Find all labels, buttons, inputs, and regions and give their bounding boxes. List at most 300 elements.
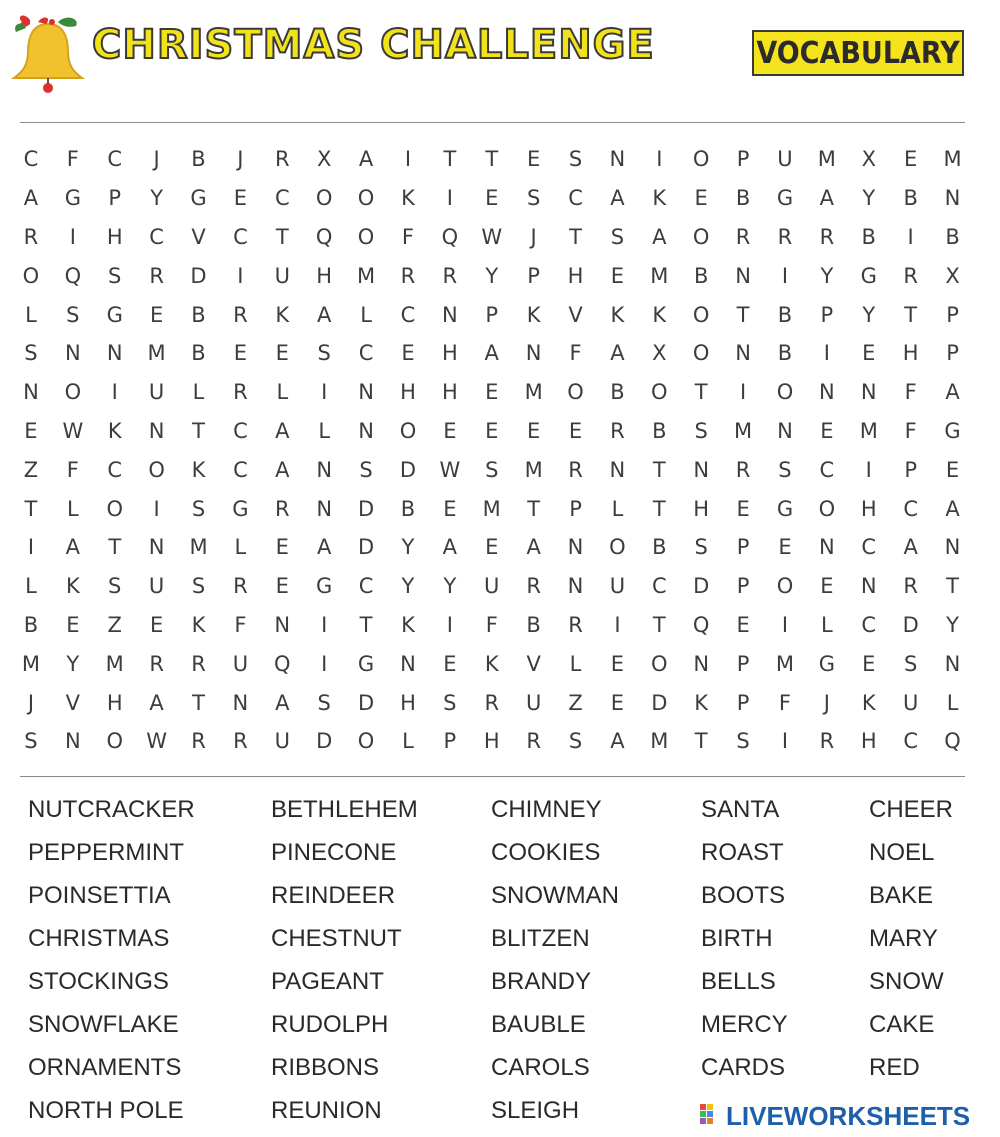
grid-cell[interactable]: K xyxy=(275,302,290,327)
grid-cell[interactable]: R xyxy=(274,147,290,172)
grid-cell[interactable]: M xyxy=(482,496,501,521)
grid-cell[interactable]: E xyxy=(526,147,541,172)
grid-cell[interactable]: V xyxy=(191,224,206,249)
grid-cell[interactable]: R xyxy=(735,457,751,482)
grid-cell[interactable]: A xyxy=(610,341,625,366)
grid-cell[interactable]: Q xyxy=(315,224,333,249)
grid-cell[interactable]: J xyxy=(530,224,537,249)
grid-cell[interactable]: A xyxy=(65,535,81,560)
grid-cell[interactable]: E xyxy=(485,186,499,211)
grid-cell[interactable]: N xyxy=(609,147,626,172)
grid-cell[interactable]: F xyxy=(66,457,79,482)
grid-cell[interactable]: R xyxy=(526,574,541,599)
grid-cell[interactable]: T xyxy=(359,612,373,637)
grid-cell[interactable]: L xyxy=(192,380,205,405)
grid-cell[interactable]: U xyxy=(484,574,500,599)
grid-cell[interactable]: G xyxy=(776,496,794,521)
grid-cell[interactable]: U xyxy=(609,574,626,599)
grid-cell[interactable]: N xyxy=(106,341,123,366)
grid-cell[interactable]: L xyxy=(234,535,247,560)
grid-cell[interactable]: C xyxy=(107,147,123,172)
grid-cell[interactable]: C xyxy=(233,418,248,443)
grid-cell[interactable]: E xyxy=(149,612,164,637)
grid-cell[interactable]: O xyxy=(22,263,40,288)
grid-cell[interactable]: N xyxy=(944,186,961,211)
grid-cell[interactable]: N xyxy=(64,341,81,366)
grid-cell[interactable]: S xyxy=(736,729,750,754)
grid-cell[interactable]: E xyxy=(149,302,164,327)
grid-cell[interactable]: N xyxy=(944,651,961,676)
grid-cell[interactable]: U xyxy=(777,147,793,172)
grid-cell[interactable]: P xyxy=(527,263,540,288)
grid-cell[interactable]: B xyxy=(526,612,541,637)
grid-cell[interactable]: E xyxy=(694,186,708,211)
grid-cell[interactable]: E xyxy=(568,418,583,443)
grid-cell[interactable]: Y xyxy=(401,535,415,560)
grid-cell[interactable]: D xyxy=(316,729,333,754)
grid-cell[interactable]: F xyxy=(485,612,498,637)
grid-cell[interactable]: A xyxy=(652,224,667,249)
grid-cell[interactable]: N xyxy=(23,380,39,405)
grid-cell[interactable]: S xyxy=(526,186,541,211)
grid-cell[interactable]: O xyxy=(315,186,333,211)
grid-cell[interactable]: A xyxy=(945,380,960,405)
grid-cell[interactable]: A xyxy=(610,729,625,754)
grid-cell[interactable]: S xyxy=(903,651,918,676)
grid-cell[interactable]: A xyxy=(149,690,164,715)
grid-cell[interactable]: E xyxy=(862,341,876,366)
grid-cell[interactable]: O xyxy=(106,496,123,521)
grid-cell[interactable]: O xyxy=(357,729,375,754)
grid-cell[interactable]: E xyxy=(233,186,248,211)
grid-cell[interactable]: I xyxy=(27,535,35,560)
grid-cell[interactable]: Y xyxy=(66,651,80,676)
grid-cell[interactable]: W xyxy=(481,224,503,249)
grid-cell[interactable]: Y xyxy=(862,302,876,327)
grid-cell[interactable]: E xyxy=(820,574,834,599)
grid-cell[interactable]: L xyxy=(276,380,289,405)
grid-cell[interactable]: I xyxy=(321,380,328,405)
grid-cell[interactable]: R xyxy=(903,263,918,288)
grid-cell[interactable]: A xyxy=(358,147,374,172)
grid-cell[interactable]: R xyxy=(191,651,206,676)
grid-cell[interactable]: N xyxy=(735,341,751,366)
grid-cell[interactable]: U xyxy=(148,380,165,405)
grid-cell[interactable]: D xyxy=(357,496,375,521)
grid-cell[interactable]: A xyxy=(484,341,499,366)
grid-cell[interactable]: P xyxy=(736,535,750,560)
grid-cell[interactable]: Z xyxy=(23,457,39,482)
grid-cell[interactable]: X xyxy=(861,147,876,172)
grid-cell[interactable]: E xyxy=(526,418,541,443)
grid-cell[interactable]: V xyxy=(568,302,583,327)
grid-cell[interactable]: A xyxy=(275,418,290,443)
grid-cell[interactable]: M xyxy=(147,341,166,366)
grid-cell[interactable]: G xyxy=(357,651,375,676)
grid-cell[interactable]: L xyxy=(402,729,414,754)
grid-cell[interactable]: G xyxy=(106,302,123,327)
grid-cell[interactable]: E xyxy=(904,147,918,172)
grid-cell[interactable]: R xyxy=(610,418,625,443)
grid-cell[interactable]: E xyxy=(610,690,625,715)
grid-cell[interactable]: C xyxy=(400,302,416,327)
grid-cell[interactable]: S xyxy=(191,496,206,521)
grid-cell[interactable]: O xyxy=(64,380,82,405)
grid-cell[interactable]: E xyxy=(401,341,415,366)
grid-cell[interactable]: G xyxy=(190,186,207,211)
grid-cell[interactable]: P xyxy=(736,574,750,599)
grid-cell[interactable]: Q xyxy=(692,612,710,637)
grid-cell[interactable]: G xyxy=(944,418,961,443)
grid-cell[interactable]: T xyxy=(694,729,708,754)
grid-cell[interactable]: B xyxy=(777,302,793,327)
grid-cell[interactable]: C xyxy=(861,535,877,560)
grid-cell[interactable]: O xyxy=(776,574,794,599)
grid-cell[interactable]: Y xyxy=(401,574,415,599)
grid-cell[interactable]: R xyxy=(233,302,248,327)
grid-cell[interactable]: I xyxy=(69,224,76,249)
grid-cell[interactable]: M xyxy=(524,380,543,405)
grid-cell[interactable]: L xyxy=(821,612,833,637)
grid-cell[interactable]: C xyxy=(903,729,918,754)
grid-cell[interactable]: N xyxy=(64,729,81,754)
grid-cell[interactable]: L xyxy=(66,496,79,521)
grid-cell[interactable]: T xyxy=(192,690,205,715)
grid-cell[interactable]: N xyxy=(693,457,710,482)
grid-cell[interactable]: H xyxy=(567,263,584,288)
grid-cell[interactable]: X xyxy=(652,341,667,366)
grid-cell[interactable]: O xyxy=(692,302,710,327)
grid-cell[interactable]: V xyxy=(526,651,541,676)
grid-cell[interactable]: T xyxy=(24,496,38,521)
grid-cell[interactable]: B xyxy=(945,224,960,249)
grid-cell[interactable]: C xyxy=(358,574,374,599)
grid-cell[interactable]: F xyxy=(778,690,792,715)
grid-cell[interactable]: P xyxy=(485,302,499,327)
grid-cell[interactable]: Y xyxy=(820,263,834,288)
grid-cell[interactable]: E xyxy=(485,380,499,405)
grid-cell[interactable]: I xyxy=(404,147,412,172)
grid-cell[interactable]: R xyxy=(777,224,793,249)
grid-cell[interactable]: I xyxy=(153,496,160,521)
grid-cell[interactable]: K xyxy=(107,418,122,443)
grid-cell[interactable]: K xyxy=(65,574,80,599)
grid-cell[interactable]: N xyxy=(148,418,165,443)
grid-cell[interactable]: D xyxy=(399,457,417,482)
grid-cell[interactable]: G xyxy=(818,651,835,676)
grid-cell[interactable]: Y xyxy=(862,186,876,211)
grid-cell[interactable]: H xyxy=(400,380,416,405)
grid-cell[interactable]: R xyxy=(526,729,541,754)
grid-cell[interactable]: P xyxy=(108,186,122,211)
grid-cell[interactable]: N xyxy=(316,457,333,482)
grid-cell[interactable]: R xyxy=(819,224,835,249)
grid-cell[interactable]: U xyxy=(232,651,249,676)
grid-cell[interactable]: A xyxy=(610,186,625,211)
grid-cell[interactable]: R xyxy=(568,457,583,482)
grid-cell[interactable]: O xyxy=(609,535,626,560)
grid-cell[interactable]: V xyxy=(65,690,81,715)
grid-cell[interactable]: S xyxy=(443,690,457,715)
grid-cell[interactable]: D xyxy=(693,574,710,599)
grid-cell[interactable]: R xyxy=(903,574,918,599)
grid-cell[interactable]: R xyxy=(568,612,583,637)
grid-cell[interactable]: A xyxy=(945,496,960,521)
grid-cell[interactable]: E xyxy=(945,457,960,482)
grid-cell[interactable]: Y xyxy=(946,612,959,637)
grid-cell[interactable]: P xyxy=(820,302,834,327)
grid-cell[interactable]: E xyxy=(66,612,80,637)
grid-cell[interactable]: F xyxy=(904,380,917,405)
grid-cell[interactable]: N xyxy=(944,535,961,560)
grid-cell[interactable]: F xyxy=(234,612,247,637)
grid-cell[interactable]: C xyxy=(107,457,123,482)
grid-cell[interactable]: I xyxy=(111,380,118,405)
grid-cell[interactable]: P xyxy=(946,341,959,366)
grid-cell[interactable]: S xyxy=(485,457,499,482)
grid-cell[interactable]: B xyxy=(400,496,416,521)
grid-cell[interactable]: B xyxy=(191,341,206,366)
grid-cell[interactable]: S xyxy=(568,729,583,754)
grid-cell[interactable]: C xyxy=(233,457,248,482)
grid-cell[interactable]: N xyxy=(232,690,249,715)
grid-cell[interactable]: P xyxy=(904,457,917,482)
grid-cell[interactable]: H xyxy=(860,729,877,754)
grid-cell[interactable]: R xyxy=(149,651,164,676)
grid-cell[interactable]: I xyxy=(823,341,830,366)
grid-cell[interactable]: P xyxy=(736,651,750,676)
grid-cell[interactable]: G xyxy=(316,574,333,599)
grid-cell[interactable]: K xyxy=(191,457,206,482)
grid-cell[interactable]: M xyxy=(21,651,40,676)
grid-cell[interactable]: I xyxy=(446,186,453,211)
grid-cell[interactable]: Z xyxy=(107,612,122,637)
grid-cell[interactable]: K xyxy=(401,612,415,637)
grid-cell[interactable]: T xyxy=(527,496,541,521)
grid-cell[interactable]: H xyxy=(400,690,416,715)
grid-cell[interactable]: Q xyxy=(944,729,961,754)
grid-cell[interactable]: H xyxy=(441,341,458,366)
grid-cell[interactable]: B xyxy=(903,186,918,211)
grid-cell[interactable]: T xyxy=(904,302,918,327)
grid-cell[interactable]: B xyxy=(191,147,206,172)
grid-cell[interactable]: S xyxy=(317,690,331,715)
grid-cell[interactable]: A xyxy=(275,457,290,482)
grid-cell[interactable]: T xyxy=(652,496,666,521)
grid-cell[interactable]: A xyxy=(526,535,541,560)
grid-cell[interactable]: C xyxy=(23,147,39,172)
grid-cell[interactable]: K xyxy=(610,302,625,327)
grid-cell[interactable]: R xyxy=(735,224,751,249)
grid-cell[interactable]: H xyxy=(106,224,123,249)
grid-cell[interactable]: E xyxy=(233,341,248,366)
grid-cell[interactable]: N xyxy=(441,302,458,327)
grid-cell[interactable]: O xyxy=(399,418,417,443)
grid-cell[interactable]: I xyxy=(781,729,789,754)
grid-cell[interactable]: S xyxy=(694,418,708,443)
grid-cell[interactable]: T xyxy=(485,147,499,172)
grid-cell[interactable]: L xyxy=(569,651,582,676)
grid-cell[interactable]: K xyxy=(652,302,667,327)
grid-cell[interactable]: C xyxy=(903,496,918,521)
grid-cell[interactable]: N xyxy=(777,418,793,443)
grid-cell[interactable]: Y xyxy=(150,186,164,211)
grid-cell[interactable]: S xyxy=(108,263,122,288)
grid-cell[interactable]: I xyxy=(781,612,789,637)
grid-cell[interactable]: B xyxy=(693,263,709,288)
grid-cell[interactable]: C xyxy=(274,186,290,211)
grid-cell[interactable]: H xyxy=(483,729,500,754)
grid-cell[interactable]: C xyxy=(233,224,248,249)
grid-cell[interactable]: S xyxy=(317,341,331,366)
grid-cell[interactable]: N xyxy=(567,574,584,599)
grid-cell[interactable]: R xyxy=(191,729,206,754)
grid-cell[interactable]: A xyxy=(275,690,290,715)
grid-cell[interactable]: I xyxy=(237,263,244,288)
grid-cell[interactable]: H xyxy=(106,690,123,715)
grid-cell[interactable]: A xyxy=(442,535,458,560)
grid-cell[interactable]: L xyxy=(611,496,624,521)
grid-cell[interactable]: M xyxy=(650,263,669,288)
grid-cell[interactable]: S xyxy=(191,574,206,599)
grid-cell[interactable]: L xyxy=(318,418,331,443)
grid-cell[interactable]: Q xyxy=(441,224,459,249)
grid-cell[interactable]: I xyxy=(446,612,453,637)
grid-cell[interactable]: N xyxy=(609,457,626,482)
grid-cell[interactable]: J xyxy=(27,690,35,715)
grid-cell[interactable]: B xyxy=(610,380,625,405)
grid-cell[interactable]: J xyxy=(153,147,160,172)
grid-cell[interactable]: D xyxy=(357,690,375,715)
grid-cell[interactable]: E xyxy=(778,535,792,560)
grid-cell[interactable]: T xyxy=(736,302,750,327)
grid-cell[interactable]: H xyxy=(316,263,333,288)
grid-cell[interactable]: B xyxy=(652,535,667,560)
grid-cell[interactable]: S xyxy=(66,302,80,327)
grid-cell[interactable]: C xyxy=(358,341,374,366)
grid-cell[interactable]: K xyxy=(861,690,876,715)
grid-cell[interactable]: B xyxy=(861,224,876,249)
grid-cell[interactable]: D xyxy=(190,263,207,288)
grid-cell[interactable]: R xyxy=(400,263,416,288)
grid-cell[interactable]: L xyxy=(946,690,959,715)
grid-cell[interactable]: C xyxy=(651,574,667,599)
grid-cell[interactable]: L xyxy=(25,302,37,327)
grid-cell[interactable]: I xyxy=(781,263,789,288)
grid-cell[interactable]: Y xyxy=(443,574,457,599)
grid-cell[interactable]: T xyxy=(694,380,708,405)
grid-cell[interactable]: M xyxy=(105,651,124,676)
grid-cell[interactable]: K xyxy=(694,690,709,715)
grid-cell[interactable]: H xyxy=(693,496,710,521)
grid-cell[interactable]: R xyxy=(233,729,248,754)
grid-cell[interactable]: S xyxy=(694,535,708,560)
grid-cell[interactable]: H xyxy=(902,341,919,366)
grid-cell[interactable]: S xyxy=(108,574,122,599)
grid-cell[interactable]: B xyxy=(652,418,667,443)
grid-cell[interactable]: R xyxy=(233,380,248,405)
grid-cell[interactable]: D xyxy=(651,690,668,715)
grid-cell[interactable]: N xyxy=(819,380,835,405)
grid-cell[interactable]: M xyxy=(524,457,543,482)
grid-cell[interactable]: S xyxy=(359,457,373,482)
grid-cell[interactable]: G xyxy=(860,263,877,288)
grid-cell[interactable]: A xyxy=(23,186,39,211)
grid-cell[interactable]: N xyxy=(693,651,710,676)
grid-cell[interactable]: S xyxy=(568,147,583,172)
grid-cell[interactable]: E xyxy=(610,263,625,288)
grid-cell[interactable]: T xyxy=(652,612,666,637)
grid-cell[interactable]: R xyxy=(819,729,835,754)
grid-cell[interactable]: G xyxy=(776,186,794,211)
grid-cell[interactable]: E xyxy=(485,535,499,560)
grid-cell[interactable]: J xyxy=(823,690,830,715)
grid-cell[interactable]: N xyxy=(860,380,877,405)
grid-cell[interactable]: H xyxy=(441,380,458,405)
grid-cell[interactable]: E xyxy=(443,418,457,443)
grid-cell[interactable]: X xyxy=(945,263,960,288)
grid-cell[interactable]: R xyxy=(233,574,248,599)
grid-cell[interactable]: L xyxy=(25,574,37,599)
grid-cell[interactable]: G xyxy=(64,186,81,211)
grid-cell[interactable]: T xyxy=(443,147,457,172)
grid-cell[interactable]: D xyxy=(357,535,375,560)
grid-cell[interactable]: T xyxy=(569,224,582,249)
grid-cell[interactable]: X xyxy=(316,147,332,172)
grid-cell[interactable]: O xyxy=(106,729,123,754)
grid-cell[interactable]: E xyxy=(610,651,625,676)
grid-cell[interactable]: E xyxy=(862,651,876,676)
grid-cell[interactable]: F xyxy=(904,418,917,443)
grid-cell[interactable]: W xyxy=(62,418,84,443)
grid-cell[interactable]: I xyxy=(614,612,621,637)
grid-cell[interactable]: A xyxy=(819,186,835,211)
grid-cell[interactable]: F xyxy=(66,147,79,172)
grid-cell[interactable]: R xyxy=(442,263,458,288)
grid-cell[interactable]: E xyxy=(275,574,289,599)
grid-cell[interactable]: N xyxy=(567,535,584,560)
grid-cell[interactable]: N xyxy=(400,651,416,676)
grid-cell[interactable]: B xyxy=(777,341,793,366)
grid-cell[interactable]: N xyxy=(525,341,542,366)
grid-cell[interactable]: U xyxy=(525,690,542,715)
grid-cell[interactable]: M xyxy=(943,147,962,172)
grid-cell[interactable]: M xyxy=(859,418,878,443)
grid-cell[interactable]: O xyxy=(148,457,165,482)
grid-cell[interactable]: J xyxy=(237,147,244,172)
grid-cell[interactable]: E xyxy=(485,418,499,443)
grid-cell[interactable]: B xyxy=(23,612,39,637)
grid-cell[interactable]: T xyxy=(946,574,959,599)
grid-cell[interactable]: I xyxy=(656,147,663,172)
grid-cell[interactable]: T xyxy=(652,457,666,482)
grid-cell[interactable]: Q xyxy=(274,651,291,676)
grid-cell[interactable]: O xyxy=(651,380,668,405)
grid-cell[interactable]: A xyxy=(903,535,918,560)
grid-cell[interactable]: I xyxy=(865,457,872,482)
grid-cell[interactable]: U xyxy=(902,690,919,715)
grid-cell[interactable]: C xyxy=(568,186,583,211)
grid-cell[interactable]: W xyxy=(439,457,461,482)
grid-cell[interactable]: T xyxy=(108,535,122,560)
grid-cell[interactable]: I xyxy=(907,224,914,249)
grid-cell[interactable]: A xyxy=(316,302,332,327)
grid-cell[interactable]: Q xyxy=(64,263,82,288)
grid-cell[interactable]: R xyxy=(484,690,500,715)
grid-cell[interactable]: M xyxy=(189,535,208,560)
grid-cell[interactable]: O xyxy=(357,224,375,249)
grid-cell[interactable]: E xyxy=(820,418,834,443)
